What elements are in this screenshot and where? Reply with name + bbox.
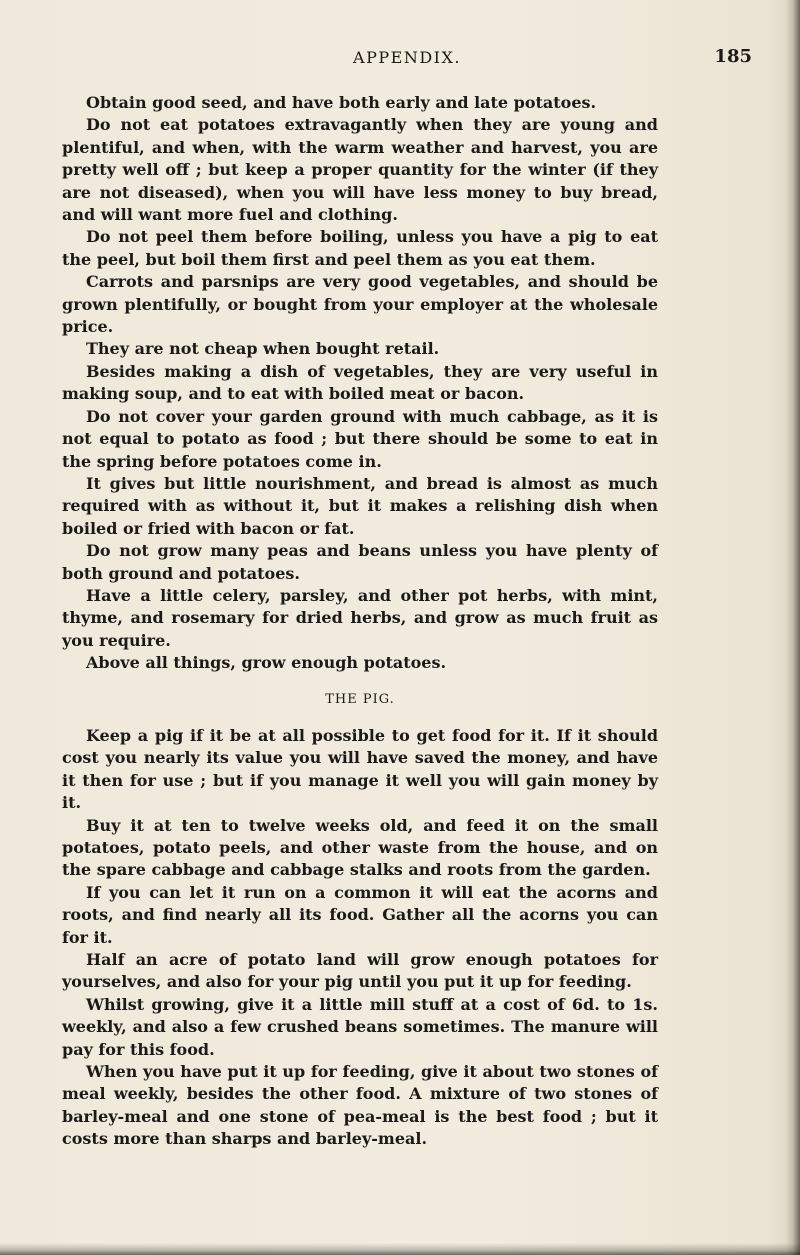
paragraph: They are not cheap when bought retail. <box>86 339 440 359</box>
paragraph: Carrots and parsnips are very good vegetables, and should be grown plentifully, or bought from your employer at the wholesale price. <box>62 272 658 337</box>
paragraph: Do not peel them before boiling, unless you have a pig to eat the peel, but boil them first and peel them as you eat them. <box>62 227 658 269</box>
paragraph: Do not cover your garden ground with much cabbage, as it is not equal to potato as food ; but there should be some to eat in the spring before potatoes come in. <box>62 406 658 471</box>
body-text <box>62 92 658 1151</box>
running-title: APPENDIX. <box>353 48 461 67</box>
paragraph: Besides making a dish of vegetables, they are very useful in making soup, and to eat with boiled meat or bacon. <box>62 361 658 404</box>
paragraph: Do not eat potatoes extravagantly when they are young and plentiful, and when, with the warm weather and harvest, you are pretty well off ; but keep a proper quantity for the winter (if they are not diseased), when you will have less money to buy bread, and will want more fuel and clothing. <box>62 115 658 225</box>
paragraph: Whilst growing, give it a little mill stuff at a cost of 6d. to 1s. weekly, and also a few crushed beans sometimes. The manure will pay for this food. <box>62 994 658 1059</box>
paragraph: Buy it at ten to twelve weeks old, and feed it on the small potatoes, potato peels, and other waste from the house, and on the spare cabbage and cabbage stalks and roots from the garden. <box>62 815 658 880</box>
paragraph: It gives but little nourishment, and bread is almost as much required with as without it, but it makes a relishing dish when boiled or fried with bacon or fat. <box>62 473 658 538</box>
paragraph: If you can let it run on a common it will eat the acorns and roots, and find nearly all its food. Gather all the acorns you can for it. <box>62 882 658 947</box>
paragraph: Obtain good seed, and have both early and late potatoes. <box>86 93 597 112</box>
paragraph: Above all things, grow enough potatoes. <box>86 653 447 673</box>
paragraph: Keep a pig if it be at all possible to get food for it. If it should cost you nearly its value you will have saved the money, and have it then for use ; but if you manage it well you will gain money by it. <box>62 725 658 813</box>
paragraph: Have a little celery, parsley, and other pot herbs, with mint, thyme, and rosemary for dried herbs, and grow as much fruit as you require. <box>62 585 658 650</box>
section-heading: THE PIG. <box>325 691 395 707</box>
page-bottom-edge <box>0 1243 800 1255</box>
page-header <box>62 48 752 76</box>
paragraph: When you have put it up for feeding, give it about two stones of meal weekly, besides the other food. A mixture of two stones of barley-meal and one stone of pea-meal is the best food ; but it costs more than sharps and barley-meal. <box>62 1062 658 1149</box>
page-edge-shadow <box>786 0 800 1255</box>
paragraph: Half an acre of potato land will grow enough potatoes for yourselves, and also for your pig until you put it up for feeding. <box>62 950 658 992</box>
page-number: 185 <box>714 46 752 67</box>
paragraph: Do not grow many peas and beans unless you have plenty of both ground and potatoes. <box>62 541 658 583</box>
